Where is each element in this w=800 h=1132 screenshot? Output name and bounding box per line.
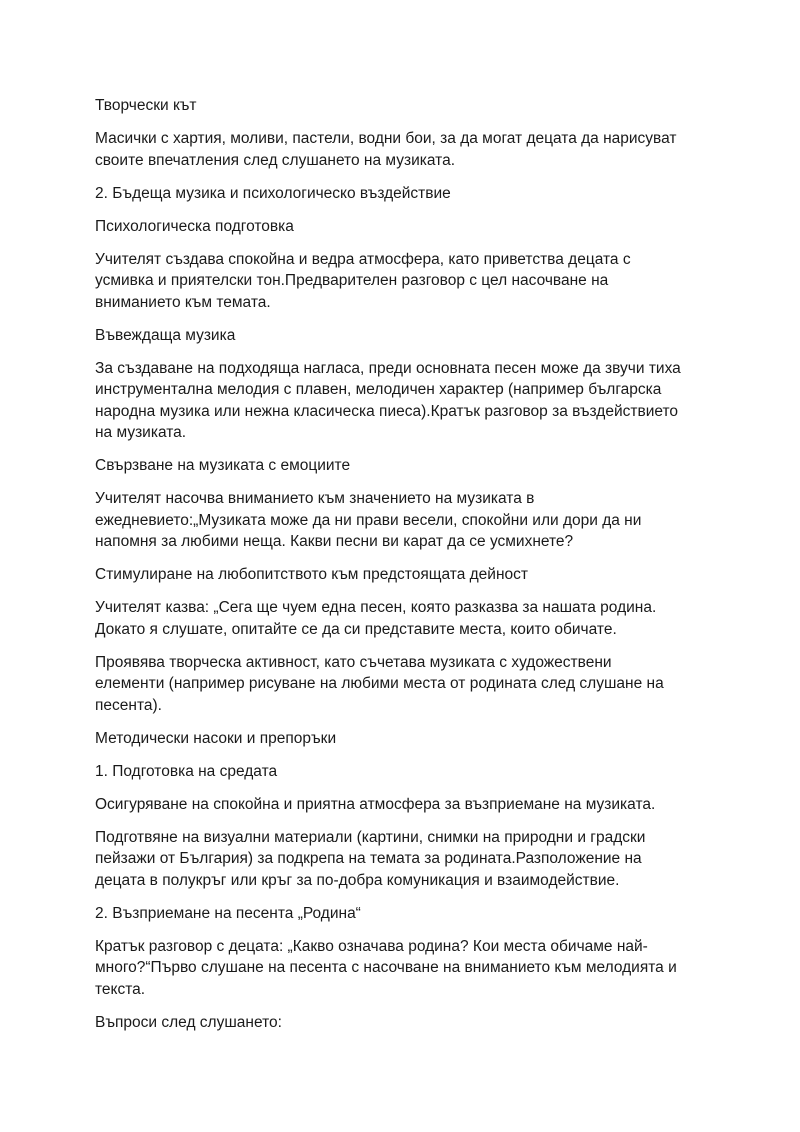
section-heading: 2. Бъдеща музика и психологическо въздействие (95, 184, 451, 202)
paragraph: Кратък разговор с децата: „Какво означава родина? Кои места обичаме най- много?“Първо слушане на песента с насочване на вниманието към мелодията и текста. (95, 937, 677, 998)
paragraph: Осигуряване на спокойна и приятна атмосфера за възприемане на музиката. (95, 795, 656, 813)
subheading: 1. Подготовка на средата (95, 762, 278, 780)
subheading: Психологическа подготовка (95, 217, 294, 235)
paragraph: Учителят казва: „Сега ще чуем една песен, която разказва за нашата родина. Докато я слушате, опитайте се да си представите места, които обичате. (95, 599, 657, 638)
subheading: 2. Възприемане на песента „Родина“ (95, 904, 361, 922)
subheading: Въвеждаща музика (95, 326, 236, 344)
section-heading: Методически насоки и препоръки (95, 729, 337, 747)
document-body (95, 95, 715, 1045)
paragraph: Въпроси след слушането: (95, 1013, 282, 1031)
paragraph: За създаване на подходяща нагласа, преди основната песен може да звучи тиха инструментална мелодия с плавен, мелодичен характер (например българска народна музика или нежна класическа пиеса).Кратък разговор за въздействието на музиката. (95, 359, 681, 441)
subheading: Стимулиране на любопитството към предстоящата дейност (95, 566, 528, 583)
paragraph: Проявява творческа активност, като съчетава музиката с художествени елементи (например рисуване на любими места от родината след слушане на песента). (95, 653, 664, 714)
subheading: Свързване на музиката с емоциите (95, 457, 351, 474)
paragraph: Масички с хартия, моливи, пастели, водни бои, за да могат децата да нарисуват своите впечатления след слушането на музиката. (95, 130, 677, 169)
paragraph: Учителят създава спокойна и ведра атмосфера, като приветства децата с усмивка и приятелски тон.Предварителен разговор с цел насочване на вниманието към темата. (95, 250, 631, 311)
heading-creative-corner: Творчески кът (95, 97, 197, 114)
paragraph: Учителят насочва вниманието към значението на музиката в ежедневието:„Музиката може да ни прави весели, спокойни или дори да ни напомня за любими неща. Какви песни ви карат да се усмихнете? (95, 490, 642, 550)
paragraph: Подготвяне на визуални материали (картини, снимки на природни и градски пейзажи от България) за подкрепа на темата за родината.Разположение на децата в полукръг или кръг за по-добра комуникация и взаимодействие. (95, 828, 646, 889)
